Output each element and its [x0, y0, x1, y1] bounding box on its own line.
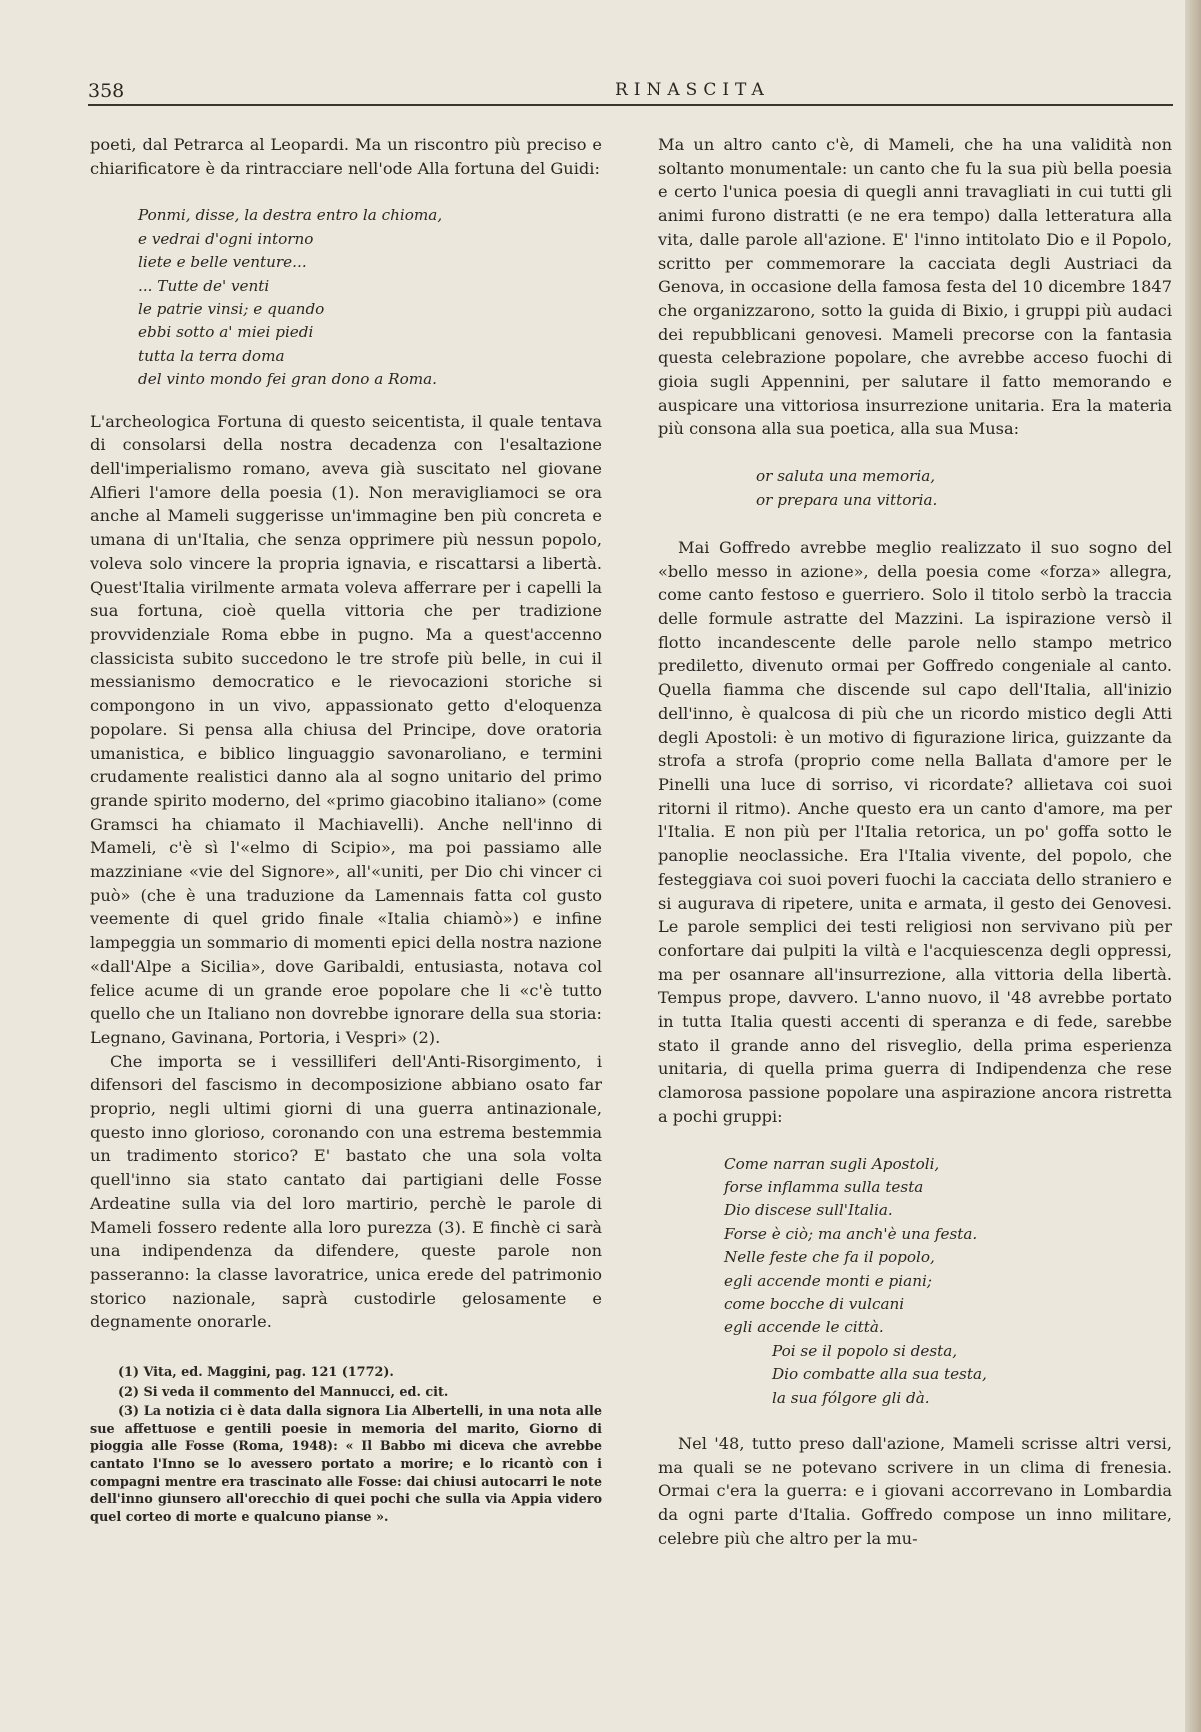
footnote: (1) Vita, ed. Maggini, pag. 121 (1772).: [118, 1365, 394, 1381]
verse-line: egli accende monti e piani;: [724, 1271, 932, 1290]
verse-line: del vinto mondo fei gran dono a Roma.: [138, 370, 438, 389]
page-number: 358: [88, 80, 125, 102]
verse-line: tutta la terra doma: [138, 346, 285, 365]
intro-paragraph: poeti, dal Petrarca al Leopardi. Ma un riscontro più preciso e chiarificatore è da rintracciare nell'ode Alla fortuna del Guidi:: [90, 135, 602, 178]
verse-line: liete e belle venture...: [138, 253, 307, 272]
verse-line: Forse è ciò; ma anch'è una festa.: [724, 1224, 978, 1243]
running-header: [88, 74, 1173, 106]
footnote: (2) Si veda il commento del Mannucci, ed. cit.: [118, 1384, 449, 1400]
body-paragraph: Nel '48, tutto preso dall'azione, Mameli scrisse altri versi, ma quali se ne potevano scrivere in un clima di frenesia. Ormai c'era la guerra: e i giovani accorrevano in Lombardia da ogni parte d'Italia. Goffredo compose un inno militare, celebre più che altro per la mu-: [658, 1434, 1172, 1548]
verse-line: Dio discese sull'Italia.: [724, 1201, 893, 1220]
body-paragraph: L'archeologica Fortuna di questo seicentista, il quale tentava di consolarsi della nostra decadenza con l'esaltazione dell'imperialismo romano, aveva già suscitato nel giovane Alfieri l'amore della poesia (1). Non meravigliamoci se ora anche al Mameli suggerisse un'immagine ben più concreta e umana di un'Italia, che senza opprimere più nessun popolo, voleva solo vincere la propria ignavia, e riscattarsi a libertà. Quest'Italia virilmente armata voleva afferrare per i capelli la sua fortuna, cioè quella vittoria che per tradizione provvidenziale Roma ebbe in pugno. Ma a quest'accenno classicista subito succedono le tre strofe più belle, in cui il messianismo democratico e le rievocazioni storiche si compongono in un vivo, appassionato getto d'eloquenza popolare. Si pensa alla chiusa del Principe, dove oratoria umanistica, e biblico linguaggio savonaroliano, e termini crudamente realistici danno ala al sogno unitario del primo grande spirito moderno, del «primo giacobino italiano» (come Gramsci ha chiamato il Machiavelli). Anche nell'inno di Mameli, c'è sì l'«elmo di Scipio», ma poi passiamo alle mazziniane «vie del Signore», all'«uniti, per Dio chi vincer ci può» (che è una traduzione da Lamennais fatta col gusto veemente di quel grido finale «Italia chiamò») e infine lampeggia un sommario di momenti epici della nostra nazione «dall'Alpe a Sicilia», dove Garibaldi, entusiasta, notava col felice acume di un grande eroe popolare che li «c'è tutto quello che un Italiano non dovrebbe ignorare della sua storia: Legnano, Gavinana, Portoria, i Vespri» (2).: [90, 411, 602, 1047]
verse-line: Nelle feste che fa il popolo,: [724, 1248, 935, 1267]
body-paragraph: Mai Goffredo avrebbe meglio realizzato il suo sogno del «bello messo in azione», della poesia come «forza» allegra, come canto festoso e guerriero. Solo il titolo serbò la traccia delle formule astratte del Mazzini. La ispirazione versò il flotto incandescente delle parole nello stampo metrico prediletto, divenuto ormai per Goffredo congeniale al canto. Quella fiamma che discende sul capo dell'Italia, all'inizio dell'inno, è qualcosa di più che un ricordo mistico degli Atti degli Apostoli: è un motivo di figurazione lirica, guizzante da strofa a strofa (proprio come nella Ballata d'amore per le Pinelli una luce di sorriso, vi ricordate? allietava coi suoi ritorni il ritmo). Anche questo era un canto d'amore, ma per l'Italia. E non più per l'Italia retorica, un po' goffa sotto le panoplie neoclassiche. Era l'Italia vivente, del popolo, che festeggiava coi suoi poveri fuochi la cacciata dello straniero e si augurava di ripetere, unita e armata, il gesto dei Genovesi. Le parole semplici dei testi religiosi non servivano più per confortare dai pulpiti la viltà e l'acquiescenza degli oppressi, ma per osannare all'insurrezione, alla vittoria della libertà. Tempus prope, davvero. L'anno nuovo, il '48 avrebbe portato in tutta Italia questi accenti di speranza e di fede, sarebbe stato il grande anno del risveglio, della prima esperienza unitaria, di quella prima guerra di Indipendenza che rese clamorosa passione popolare una aspirazione ancora ristretta a pochi gruppi:: [658, 537, 1172, 1126]
mameli-verse-short: [756, 465, 1172, 512]
journal-title: RINASCITA: [615, 80, 770, 100]
footnote: (3) La notizia ci è data dalla signora Lia Albertelli, in una nota alle sue affettuose e gentili poesie in memoria del marito, Giorno di pioggia alle Fosse (Roma, 1948): « Il Babbo mi diceva che avrebbe cantato l'Inno se lo avessero portato a morire; e lo ricantò con i compagni mentre era trascinato alle Fosse: dai chiusi autocarri le note dell'inno giunsero all'orecchio di quei pochi che sulla via Appia videro quel corteo di morte e qualcuno pianse ».: [90, 1404, 602, 1525]
verse-line: or prepara una vittoria.: [756, 490, 938, 509]
verse-line: ebbi sotto a' miei piedi: [138, 323, 314, 342]
page-edge: [1185, 0, 1201, 1732]
right-column: [658, 133, 1172, 1551]
verse-line: ... Tutte de' venti: [138, 276, 270, 295]
verse-line: Dio combatte alla sua testa,: [772, 1365, 987, 1384]
left-column: [90, 133, 602, 1528]
mameli-verse-long: [724, 1153, 1172, 1410]
verse-line: forse inflamma sulla testa: [724, 1177, 924, 1196]
verse-line: e vedrai d'ogni intorno: [138, 229, 314, 248]
verse-line: le patrie vinsi; e quando: [138, 300, 325, 319]
verse-line: come bocche di vulcani: [724, 1294, 905, 1313]
guidi-verse: [138, 204, 602, 391]
body-paragraph: Che importa se i vessilliferi dell'Anti-Risorgimento, i difensori del fascismo in decomposizione abbiano osato far proprio, negli ultimi giorni di una guerra antinazionale, questo inno glorioso, coronando con una estrema bestemmia un tradimento storico? E' bastato che una sola volta quell'inno sia stato cantato dai partigiani delle Fosse Ardeatine sulla via del loro martirio, perchè le parole di Mameli fossero redente alla loro purezza (3). E finchè ci sarà una indipendenza da difendere, queste parole non passeranno: la classe lavoratrice, unica erede del patrimonio storico nazionale, saprà custodirle gelosamente e degnamente onorarle.: [90, 1051, 602, 1332]
body-paragraph: Ma un altro canto c'è, di Mameli, che ha una validità non soltanto monumentale: un canto che fu la sua più bella poesia e certo l'unica poesia di quegli anni travagliati in cui tutti gli animi furono distratti (e ne era tempo) dalla letteratura alla vita, dalle parole all'azione. E' l'inno intitolato Dio e il Popolo, scritto per commemorare la cacciata degli Austriaci da Genova, in occasione della famosa festa del 10 dicembre 1847 che organizzarono, sotto la guida di Bixio, i gruppi più audaci dei repubblicani genovesi. Mameli precorse con la fantasia questa celebrazione popolare, che avrebbe acceso fuochi di gioia sugli Appennini, per salutare il fatto memorando e auspicare una vittoriosa insurrezione unitaria. Era la materia più consona alla sua poetica, alla sua Musa:: [658, 135, 1172, 439]
verse-line: or saluta una memoria,: [756, 467, 936, 486]
verse-line: Poi se il popolo si desta,: [772, 1341, 958, 1360]
verse-line: egli accende le città.: [724, 1318, 884, 1337]
footnotes: [90, 1364, 602, 1526]
verse-line: Ponmi, disse, la destra entro la chioma,: [138, 206, 443, 225]
verse-line: la sua fólgore gli dà.: [772, 1388, 930, 1407]
verse-line: Come narran sugli Apostoli,: [724, 1154, 940, 1173]
